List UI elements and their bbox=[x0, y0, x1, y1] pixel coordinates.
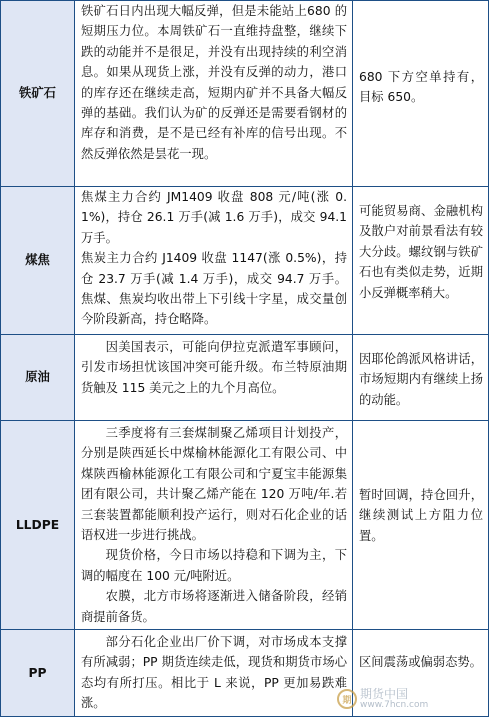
table-row bbox=[1, 335, 489, 421]
table-row bbox=[1, 1, 489, 187]
analysis-paragraph: 焦炭主力合约 J1409 收盘 1147(涨 0.5%)，持仓 23.7 万手(减 1.4 万手)，成交 94.7 万手。焦煤、焦炭均收出带上下引线十字星，成交量创今阶段新高，持仓略降。 bbox=[81, 251, 347, 327]
category-cell bbox=[1, 421, 75, 630]
view-text: 680 下方空单持有，目标 650。 bbox=[359, 70, 483, 105]
view-cell bbox=[353, 421, 489, 630]
watermark-title: 期货中国 bbox=[360, 687, 409, 701]
category-label: 铁矿石 bbox=[19, 86, 56, 101]
category-label: 煤焦 bbox=[25, 253, 50, 268]
category-label: 原油 bbox=[25, 370, 50, 385]
view-text: 因耶伦鸽派风格讲话，市场短期内有继续上扬的动能。 bbox=[359, 352, 483, 407]
category-label: LLDPE bbox=[15, 517, 60, 532]
analysis-paragraph: 焦煤主力合约 JM1409 收盘 808 元/吨(涨 0.1%)，持仓 26.1 万手(减 1.6 万手)，成交 94.1 万手。 bbox=[81, 190, 347, 245]
analysis-paragraph: 部分石化企业出厂价下调，对市场成本支撑有所减弱；PP 期货连续走低，现货和期货市场心态均有所打压。相比于 L 来说，PP 更加易跌难涨。 bbox=[81, 635, 347, 711]
view-text: 区间震荡或偏弱态势。 bbox=[359, 655, 482, 670]
analysis-paragraph: 铁矿石日内出现大幅反弹，但是未能站上680 的短期压力位。本周铁矿石一直维持盘整，继续下跌的动能并不是很足，并没有出现持续的利空消息。如果从现货上涨，并没有反弹的动力，港口的库存还在继续走高，短期内矿并不具备大幅反弹的基础。我们认为矿的反弹还是需要看钢材的库存和消费，是不是已经有补库的信号出现。不然反弹依然是昙花一现。 bbox=[81, 4, 347, 161]
view-text: 可能贸易商、金融机构及散户对前景看法有较大分歧。螺纹钢与铁矿石也有类似走势，近期小反弹概率稍大。 bbox=[359, 204, 483, 300]
analysis-cell bbox=[75, 335, 353, 421]
view-cell bbox=[353, 630, 489, 717]
analysis-cell bbox=[75, 421, 353, 630]
table-row bbox=[1, 630, 489, 717]
watermark-url: www.7hcn.com bbox=[360, 700, 429, 710]
view-cell bbox=[353, 187, 489, 335]
analysis-cell bbox=[75, 187, 353, 335]
analysis-paragraph: 农膜，北方市场将逐渐进入储备阶段，经销商提前备货。 bbox=[81, 589, 347, 624]
analysis-cell bbox=[75, 630, 353, 717]
category-cell bbox=[1, 187, 75, 335]
view-text: 暂时回调，持仓回升，继续测试上方阻力位置。 bbox=[359, 488, 483, 543]
category-cell bbox=[1, 630, 75, 717]
category-cell bbox=[1, 1, 75, 187]
table-row bbox=[1, 187, 489, 335]
analysis-paragraph: 现货价格，今日市场以持稳和下调为主，下调的幅度在 100 元/吨附近。 bbox=[81, 548, 347, 583]
view-cell bbox=[353, 335, 489, 421]
table-row bbox=[1, 421, 489, 630]
view-cell bbox=[353, 1, 489, 187]
category-label: PP bbox=[28, 665, 47, 680]
category-cell bbox=[1, 335, 75, 421]
analysis-paragraph: 因美国表示，可能向伊拉克派遣军事顾问，引发市场担忧该国冲突可能升级。布兰特原油期货触及 115 美元之上的九个月高位。 bbox=[81, 340, 347, 395]
watermark-logo-icon: 期 bbox=[337, 689, 357, 709]
analysis-cell bbox=[75, 1, 353, 187]
analysis-paragraph: 三季度将有三套煤制聚乙烯项目计划投产，分别是陕西延长中煤榆林能源化工有限公司、中煤陕西榆林能源化工有限公司和宁夏宝丰能源集团有限公司，共计聚乙烯产能在 120 万吨/年.若三套装置都能顺利投产运行，则对石化企业的话语权进一步进行挑战。 bbox=[81, 426, 347, 543]
